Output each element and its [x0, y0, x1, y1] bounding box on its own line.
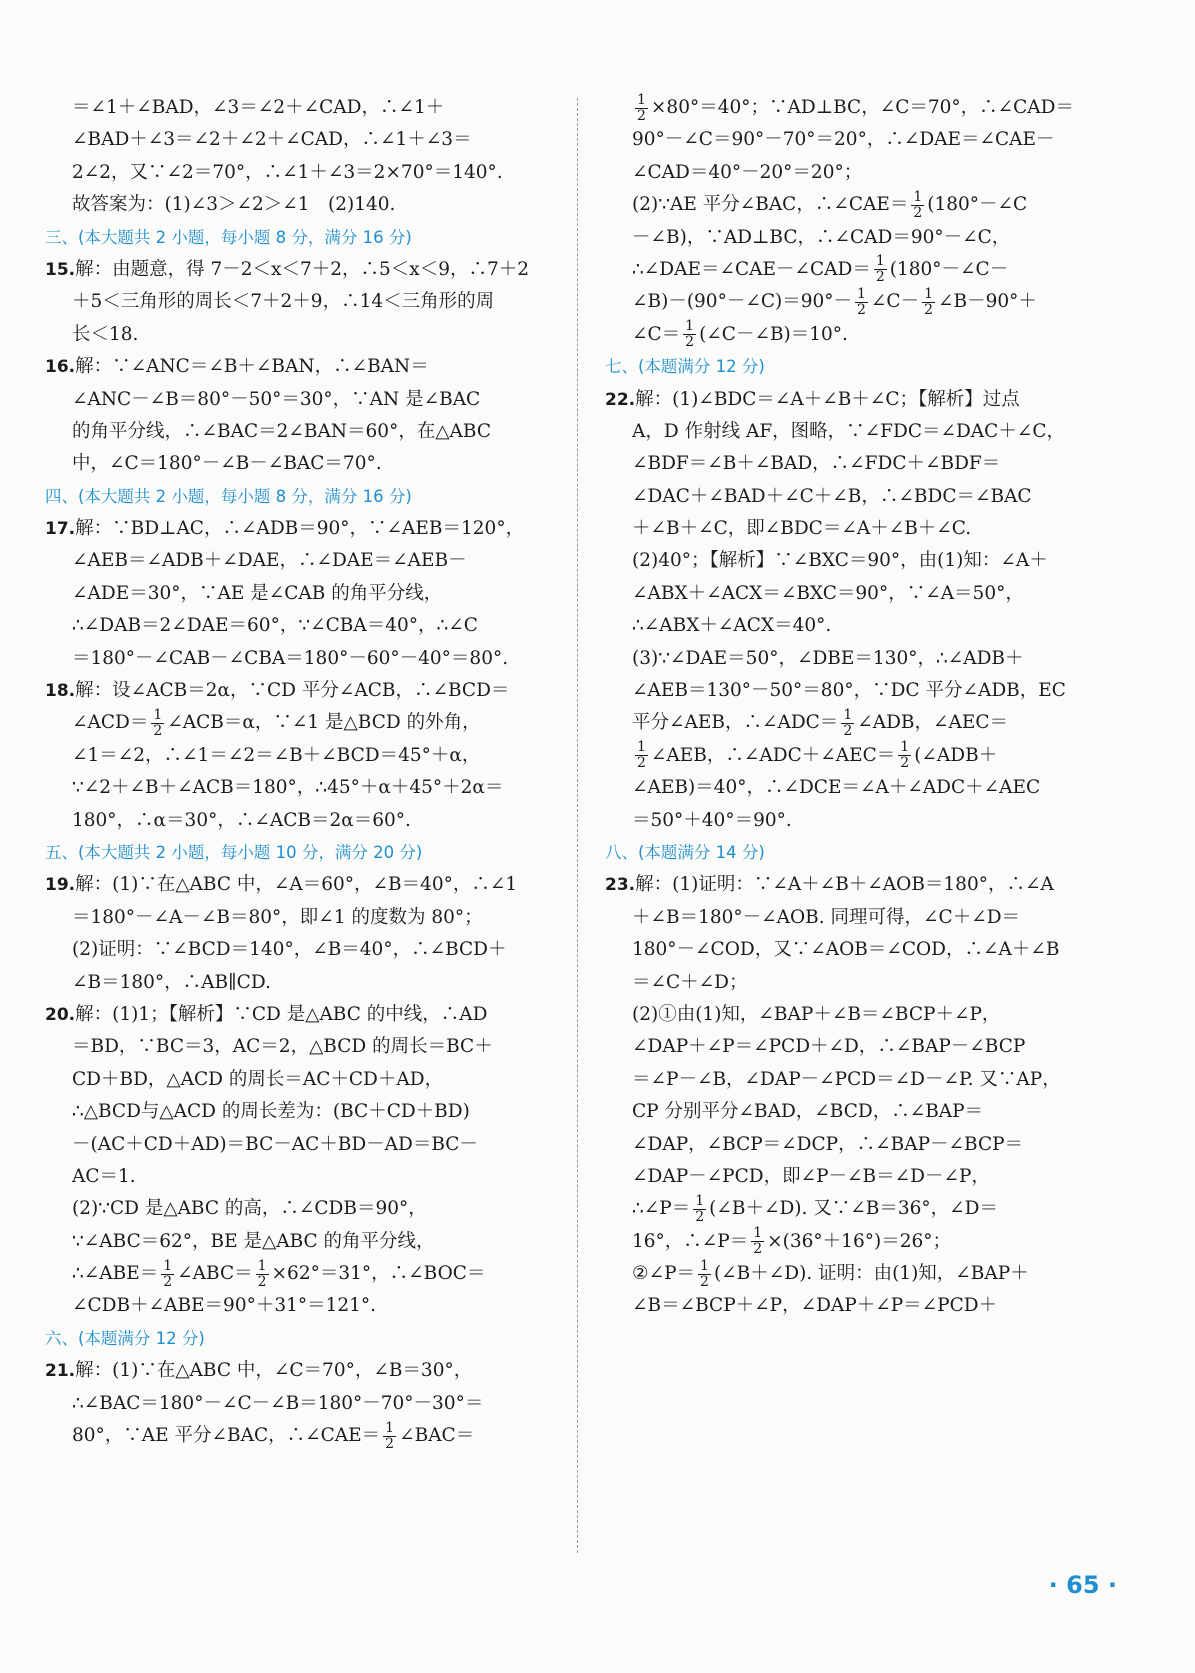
right-column	[605, 92, 1115, 1323]
text-line: 解：由题意，得 7－2＜x＜7＋2，∴5＜x＜9，∴7＋2	[75, 258, 530, 280]
text-line: (3)∵∠DAE＝50°，∠DBE＝130°，∴∠ADB＋	[632, 647, 1024, 669]
text-span: ∠AEB，∴∠ADC＋∠AEC＝	[650, 744, 896, 766]
fraction-denominator: 2	[924, 301, 933, 318]
text-span: ∠BAC＝	[399, 1425, 475, 1447]
section-header: 七、(本题满分 12 分)	[605, 357, 765, 377]
text-line: ∠CAD＝40°－20°＝20°；	[632, 161, 863, 183]
question-number: 18.	[45, 681, 76, 702]
text-span: ∠C＝	[632, 323, 681, 345]
fraction-denominator: 2	[385, 1435, 395, 1452]
fraction-denominator: 2	[257, 1273, 267, 1290]
question-19	[45, 869, 550, 901]
text-span: ∠ADB，∠AEC＝	[857, 712, 1009, 734]
fraction-denominator: 2	[153, 722, 163, 739]
text-line: ＝∠P－∠B，∠DAP－∠PCD＝∠D－∠P. 又∵AP，	[632, 1068, 1061, 1090]
text-line: ＋∠B＋∠C，即∠BDC＝∠A＋∠B＋∠C.	[632, 518, 972, 540]
text-line: CP 分别平分∠BAD，∠BCD，∴∠BAP＝	[632, 1101, 984, 1123]
text-line: 故答案为：(1)∠3＞∠2＞∠1 (2)140.	[72, 194, 396, 216]
text-line: A，D 作射线 AF，图略，∵∠FDC＝∠DAC＋∠C，	[632, 420, 1065, 442]
column-divider	[577, 98, 578, 1553]
text-line: 90°－∠C＝90°－70°＝20°，∴∠DAE＝∠CAE－	[632, 129, 1055, 151]
text-line: ∠1＝∠2，∴∠1＝∠2＝∠B＋∠BCD＝45°＋α，	[72, 744, 481, 766]
text-line: ∠B＝180°，∴AB∥CD.	[72, 971, 271, 993]
text-line	[605, 1193, 1115, 1225]
text-line: ＝∠1＋∠BAD，∠3＝∠2＋∠CAD，∴∠1＋	[72, 97, 445, 118]
text-span: (180°－∠C	[927, 194, 1028, 216]
text-line: ∵∠2＋∠B＋∠ACB＝180°，∴45°＋α＋45°＋2α＝	[72, 777, 504, 799]
text-line: ∠ADE＝30°，∵AE 是∠CAB 的角平分线，	[72, 582, 443, 604]
question-number: 19.	[45, 875, 76, 896]
text-line: ∠AEB＝130°－50°＝80°，∵DC 平分∠ADB，EC	[632, 680, 1066, 702]
text-span: (∠C－∠B)＝10°.	[699, 323, 848, 345]
fraction-denominator: 2	[695, 1208, 705, 1225]
text-span: ∠B－90°＋	[938, 291, 1037, 313]
text-line: ∠BDF＝∠B＋∠BAD，∴∠FDC＋∠BDF＝	[632, 453, 1001, 475]
fraction-denominator: 2	[163, 1273, 173, 1290]
text-line: －(AC＋CD＋AD)＝BC－AC＋BD－AD＝BC－	[72, 1133, 478, 1155]
text-line: ∵∠ABC＝62°，BE 是△ABC 的角平分线，	[72, 1230, 435, 1252]
text-span: ∴∠P＝	[632, 1198, 691, 1220]
text-span: ∴∠DAE＝∠CAE－∠CAD＝	[632, 258, 871, 280]
text-span: ∠ACD＝	[72, 712, 149, 734]
fraction-numerator: 1	[843, 706, 853, 723]
section-header: 三、(本大题共 2 小题，每小题 8 分，满分 16 分)	[45, 227, 412, 247]
left-column	[45, 92, 550, 1452]
text-line: ∴∠ABX＋∠ACX＝40°.	[632, 615, 832, 637]
text-line: 解：(1)∵在△ABC 中，∠C＝70°，∠B＝30°，	[75, 1360, 473, 1382]
question-number: 15.	[45, 259, 76, 280]
text-line: 解：(1)∠BDC＝∠A＋∠B＋∠C；【解析】过点	[635, 388, 1020, 410]
text-line	[45, 707, 550, 739]
text-line	[605, 319, 1115, 351]
text-line: ＝180°－∠A－∠B＝80°，即∠1 的度数为 80°；	[72, 906, 483, 928]
text-line: (2)①由(1)知，∠BAP＋∠B＝∠BCP＋∠P，	[632, 1003, 1001, 1025]
text-line: (2)∵CD 是△ABC 的高，∴∠CDB＝90°，	[72, 1198, 427, 1220]
text-line	[45, 1258, 550, 1290]
fraction-numerator: 1	[163, 1257, 173, 1274]
fraction-numerator: 1	[924, 285, 933, 302]
fraction	[635, 740, 648, 771]
text-line	[605, 740, 1115, 772]
text-line: 180°－∠COD，又∵∠AOB＝∠COD，∴∠A＋∠B	[632, 939, 1060, 961]
text-span: ×(36°＋16°)＝26°；	[767, 1230, 951, 1252]
question-number: 23.	[605, 875, 636, 896]
text-line: ＝BD，∵BC＝3，AC＝2，△BCD 的周长＝BC＋	[72, 1036, 493, 1058]
fraction-numerator: 1	[257, 1257, 267, 1274]
text-line: 解：∵BD⊥AC，∴∠ADB＝90°，∵∠AEB＝120°，	[75, 518, 525, 540]
text-line: 解：设∠ACB＝2α，∵CD 平分∠ACB，∴∠BCD＝	[75, 680, 510, 702]
text-span: (180°－∠C－	[889, 258, 1009, 280]
question-number: 17.	[45, 519, 76, 540]
text-line	[605, 92, 1115, 124]
text-span: ∴∠ABE＝	[72, 1263, 159, 1285]
section-header: 四、(本大题共 2 小题，每小题 8 分，满分 16 分)	[45, 486, 412, 506]
text-line: 解：(1)证明：∵∠A＋∠B＋∠AOB＝180°，∴∠A	[635, 874, 1054, 896]
text-span: ②∠P＝	[632, 1263, 696, 1285]
fraction-denominator: 2	[913, 204, 923, 221]
question-number: 22.	[605, 389, 636, 410]
fraction-denominator: 2	[637, 107, 646, 124]
fraction-numerator: 1	[695, 1192, 705, 1209]
fraction	[841, 708, 854, 739]
text-span: (∠ADB＋	[914, 744, 998, 766]
fraction-numerator: 1	[857, 285, 866, 302]
question-number: 21.	[45, 1361, 76, 1382]
text-line: ∠DAP＋∠P＝∠PCD＋∠D，∴∠BAP－∠BCP	[632, 1036, 1026, 1058]
text-span: (∠B＋∠D). 证明：由(1)知，∠BAP＋	[713, 1263, 1029, 1285]
text-line: ∠AEB)＝40°，∴∠DCE＝∠A＋∠ADC＋∠AEC	[632, 777, 1041, 799]
fraction	[751, 1226, 764, 1257]
fraction-denominator: 2	[875, 269, 885, 286]
question-17	[45, 513, 550, 545]
fraction	[874, 254, 887, 285]
text-line: ∠AEB＝∠ADB＋∠DAE，∴∠DAE＝∠AEB－	[72, 550, 467, 572]
fraction	[693, 1194, 706, 1225]
fraction-numerator: 1	[685, 318, 695, 335]
section-header: 六、(本题满分 12 分)	[45, 1328, 205, 1348]
text-line	[605, 254, 1115, 286]
text-line: ＝∠C＋∠D；	[632, 971, 748, 993]
question-20	[45, 999, 550, 1031]
fraction	[683, 319, 696, 350]
question-16	[45, 351, 550, 383]
fraction	[855, 287, 868, 318]
question-15	[45, 254, 550, 286]
fraction	[161, 1259, 174, 1290]
text-line: 180°，∴α＝30°，∴∠ACB＝2α＝60°.	[72, 809, 411, 831]
question-21	[45, 1355, 550, 1387]
text-line: ∠B＝∠BCP＋∠P，∠DAP＋∠P＝∠PCD＋	[632, 1295, 998, 1317]
text-span: (∠B＋∠D). 又∵∠B＝36°，∠D＝	[709, 1198, 999, 1220]
fraction	[256, 1259, 269, 1290]
fraction-numerator: 1	[875, 253, 885, 270]
question-number: 20.	[45, 1004, 76, 1025]
text-line: 解：(1)1；【解析】∵CD 是△ABC 的中线，∴AD	[75, 1003, 488, 1025]
fraction-numerator: 1	[753, 1225, 763, 1242]
text-line: ∠ANC－∠B＝80°－50°＝30°，∵AN 是∠BAC	[72, 388, 481, 410]
text-line	[605, 286, 1115, 318]
fraction-denominator: 2	[843, 722, 853, 739]
fraction	[911, 190, 924, 221]
fraction-denominator: 2	[753, 1241, 763, 1258]
text-line: 长＜18.	[72, 323, 139, 345]
text-line: ＋∠B＝180°－∠AOB. 同理可得，∠C＋∠D＝	[632, 906, 1021, 928]
text-span: ∠C－	[870, 291, 920, 313]
text-line: AC＝1.	[72, 1165, 136, 1187]
text-line	[605, 1258, 1115, 1290]
text-line: ∠DAP，∠BCP＝∠DCP，∴∠BAP－∠BCP＝	[632, 1133, 1024, 1155]
text-line: ∠DAC＋∠BAD＋∠C＋∠B，∴∠BDC＝∠BAC	[632, 485, 1032, 507]
text-line: 中，∠C＝180°－∠B－∠BAC＝70°.	[72, 453, 382, 475]
text-line: ∠ABX＋∠ACX＝∠BXC＝90°，∵∠A＝50°，	[632, 582, 1024, 604]
text-line: 解：∵∠ANC＝∠B＋∠BAN，∴∠BAN＝	[75, 356, 429, 378]
text-line: －∠B)，∵AD⊥BC，∴∠CAD＝90°－∠C，	[632, 226, 1011, 248]
text-span: ×80°＝40°；∵AD⊥BC，∠C＝70°，∴∠CAD＝	[650, 97, 1074, 118]
fraction-numerator: 1	[637, 739, 646, 756]
fraction-numerator: 1	[385, 1419, 395, 1436]
fraction	[635, 93, 648, 124]
fraction-denominator: 2	[900, 755, 910, 772]
fraction-numerator: 1	[900, 739, 910, 756]
text-line: (2)证明：∵∠BCD＝140°，∠B＝40°，∴∠BCD＋	[72, 939, 507, 961]
question-23	[605, 869, 1115, 901]
text-line: ∴△BCD与△ACD 的周长差为：(BC＋CD＋BD)	[72, 1101, 470, 1123]
fraction	[383, 1421, 396, 1452]
text-span: ∠B)－(90°－∠C)＝90°－	[632, 291, 852, 313]
fraction-denominator: 2	[700, 1273, 709, 1290]
fraction-denominator: 2	[685, 334, 695, 351]
text-line: 解：(1)∵在△ABC 中，∠A＝60°，∠B＝40°，∴∠1	[75, 874, 518, 896]
text-span: ∠ACB＝α，∵∠1 是△BCD 的外角，	[167, 712, 481, 734]
fraction	[151, 708, 164, 739]
text-line: (2)40°；【解析】∵∠BXC＝90°，由(1)知：∠A＋	[632, 550, 1048, 572]
text-line: ∠DAP－∠PCD，即∠P－∠B＝∠D－∠P，	[632, 1165, 990, 1187]
question-number: 16.	[45, 357, 76, 378]
text-line: ∠BAD＋∠3＝∠2＋∠2＋∠CAD，∴∠1＋∠3＝	[72, 129, 472, 151]
text-span: (2)∵AE 平分∠BAC，∴∠CAE＝	[632, 194, 909, 216]
text-line	[605, 1226, 1115, 1258]
text-line: 的角平分线，∴∠BAC＝2∠BAN＝60°，在△ABC	[72, 420, 491, 442]
text-line: ＝50°＋40°＝90°.	[632, 809, 792, 831]
text-line: ∠CDB＋∠ABE＝90°＋31°＝121°.	[72, 1295, 377, 1317]
text-span: 16°，∴∠P＝	[632, 1230, 749, 1252]
text-line: ∴∠DAB＝2∠DAE＝60°，∵∠CBA＝40°，∴∠C	[72, 615, 478, 637]
fraction-denominator: 2	[637, 755, 646, 772]
question-18	[45, 675, 550, 707]
text-line	[605, 189, 1115, 221]
text-span: 平分∠AEB，∴∠ADC＝	[632, 712, 839, 734]
text-line: 2∠2，又∵∠2＝70°，∴∠1＋∠3＝2×70°＝140°.	[72, 161, 503, 183]
fraction-denominator: 2	[857, 301, 866, 318]
page-number: · 65 ·	[1048, 1571, 1117, 1599]
fraction-numerator: 1	[637, 91, 646, 108]
fraction	[698, 1259, 711, 1290]
text-line	[45, 1420, 550, 1452]
fraction-numerator: 1	[913, 188, 923, 205]
text-span: 80°，∵AE 平分∠BAC，∴∠CAE＝	[72, 1425, 381, 1447]
fraction-numerator: 1	[700, 1257, 709, 1274]
text-line: ＝180°－∠CAB－∠CBA＝180°－60°－40°＝80°.	[72, 647, 509, 669]
fraction	[922, 287, 935, 318]
text-line: ＋5＜三角形的周长＜7＋2＋9，∴14＜三角形的周	[72, 291, 495, 313]
fraction	[898, 740, 911, 771]
text-span: ∠ABC＝	[177, 1263, 253, 1285]
text-line: CD＋BD，△ACD 的周长＝AC＋CD＋AD，	[72, 1068, 444, 1090]
text-line	[605, 707, 1115, 739]
fraction-numerator: 1	[153, 706, 163, 723]
text-span: ×62°＝31°，∴∠BOC＝	[271, 1263, 486, 1285]
section-header: 五、(本大题共 2 小题，每小题 10 分，满分 20 分)	[45, 842, 423, 862]
text-line: ∴∠BAC＝180°－∠C－∠B＝180°－70°－30°＝	[72, 1392, 484, 1414]
section-header: 八、(本题满分 14 分)	[605, 842, 765, 862]
question-22	[605, 384, 1115, 416]
